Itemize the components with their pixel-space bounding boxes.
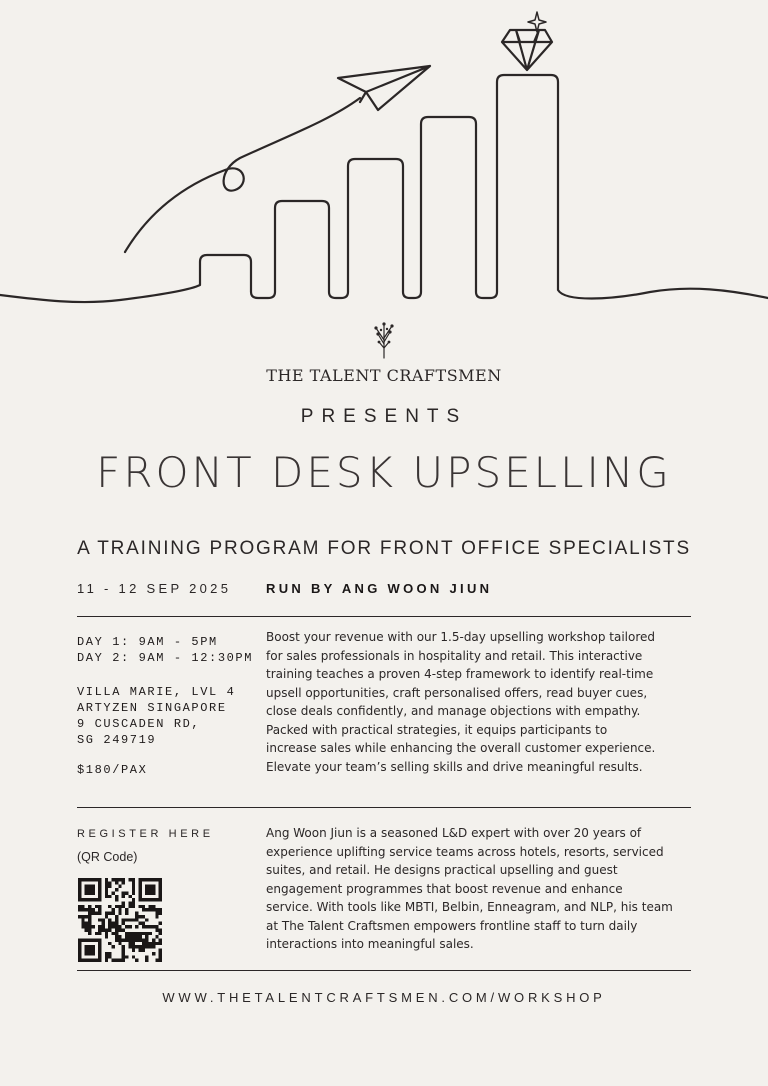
diamond-icon	[502, 30, 552, 70]
bio-line: at The Talent Craftsmen empowers frontline staff to turn daily	[266, 918, 638, 933]
venue-line: ARTYZEN SINGAPORE	[77, 701, 227, 715]
hero-illustration	[0, 0, 768, 320]
description-line: training teaches a proven 4-step framework to identify real-time	[266, 667, 654, 681]
schedule-day-1: DAY 1: 9AM - 5PM	[77, 635, 218, 649]
bio-line: engagement programmes that boost revenue and enhance	[266, 881, 623, 896]
tree-icon	[370, 320, 398, 360]
growth-bars-line	[0, 75, 768, 302]
page-subtitle: A TRAINING PROGRAM FOR FRONT OFFICE SPECIALISTS	[77, 538, 691, 559]
venue-line: 9 CUSCADEN RD,	[77, 717, 201, 731]
bio-line: interactions into meaningful sales.	[266, 937, 474, 951]
flight-swoosh-line	[125, 98, 360, 252]
trainer-credit: RUN BY ANG WOON JIUN	[266, 581, 493, 596]
schedule-day-2: DAY 2: 9AM - 12:30PM	[77, 651, 254, 665]
bio-line: service. With tools like MBTI, Belbin, Enneagram, and NLP, his team	[266, 900, 673, 914]
description-line: Boost your revenue with our 1.5-day upselling workshop tailored	[266, 630, 656, 644]
brand-name: THE TALENT CRAFTSMEN	[266, 366, 502, 385]
venue-address	[77, 684, 235, 748]
bio-line: Ang Woon Jiun is a seasoned L&D expert with over 20 years of	[266, 826, 642, 840]
venue-line: VILLA MARIE, LVL 4	[77, 685, 236, 699]
presents-label: PRESENTS	[300, 406, 468, 427]
price: $180/PAX	[77, 763, 148, 777]
register-label: REGISTER HERE	[77, 828, 214, 840]
qr-code-icon[interactable]	[78, 878, 162, 962]
divider	[77, 616, 691, 617]
event-date: 11 - 12 SEP 2025	[77, 581, 232, 596]
description-line: Packed with practical strategies, it equips participants to	[266, 722, 608, 737]
schedule	[77, 634, 253, 666]
description-line: Elevate your team’s selling skills and drive meaningful results.	[266, 759, 643, 774]
bio-line: suites, and retail. He designs practical upselling and guest	[266, 863, 618, 877]
qr-code-label: (QR Code)	[77, 850, 138, 864]
trainer-bio	[266, 824, 696, 954]
bio-line: experience uplifting service teams across hotels, resorts, serviced	[266, 844, 664, 859]
description-line: for sales professionals in hospitality and retail. This interactive	[266, 648, 643, 663]
workshop-url-link[interactable]: WWW.THETALENTCRAFTSMEN.COM/WORKSHOP	[162, 990, 606, 1005]
page-title: FRONT DESK UPSELLING	[96, 448, 672, 497]
description-line: upsell opportunities, craft personalised offers, read buyer cues,	[266, 685, 648, 700]
divider	[77, 970, 691, 971]
venue-line: SG 249719	[77, 733, 157, 747]
description-line: increase sales while enhancing the overall customer experience.	[266, 741, 656, 755]
workshop-description	[266, 628, 696, 776]
description-line: close deals confidently, and manage objections with empathy.	[266, 704, 641, 718]
divider	[77, 807, 691, 808]
